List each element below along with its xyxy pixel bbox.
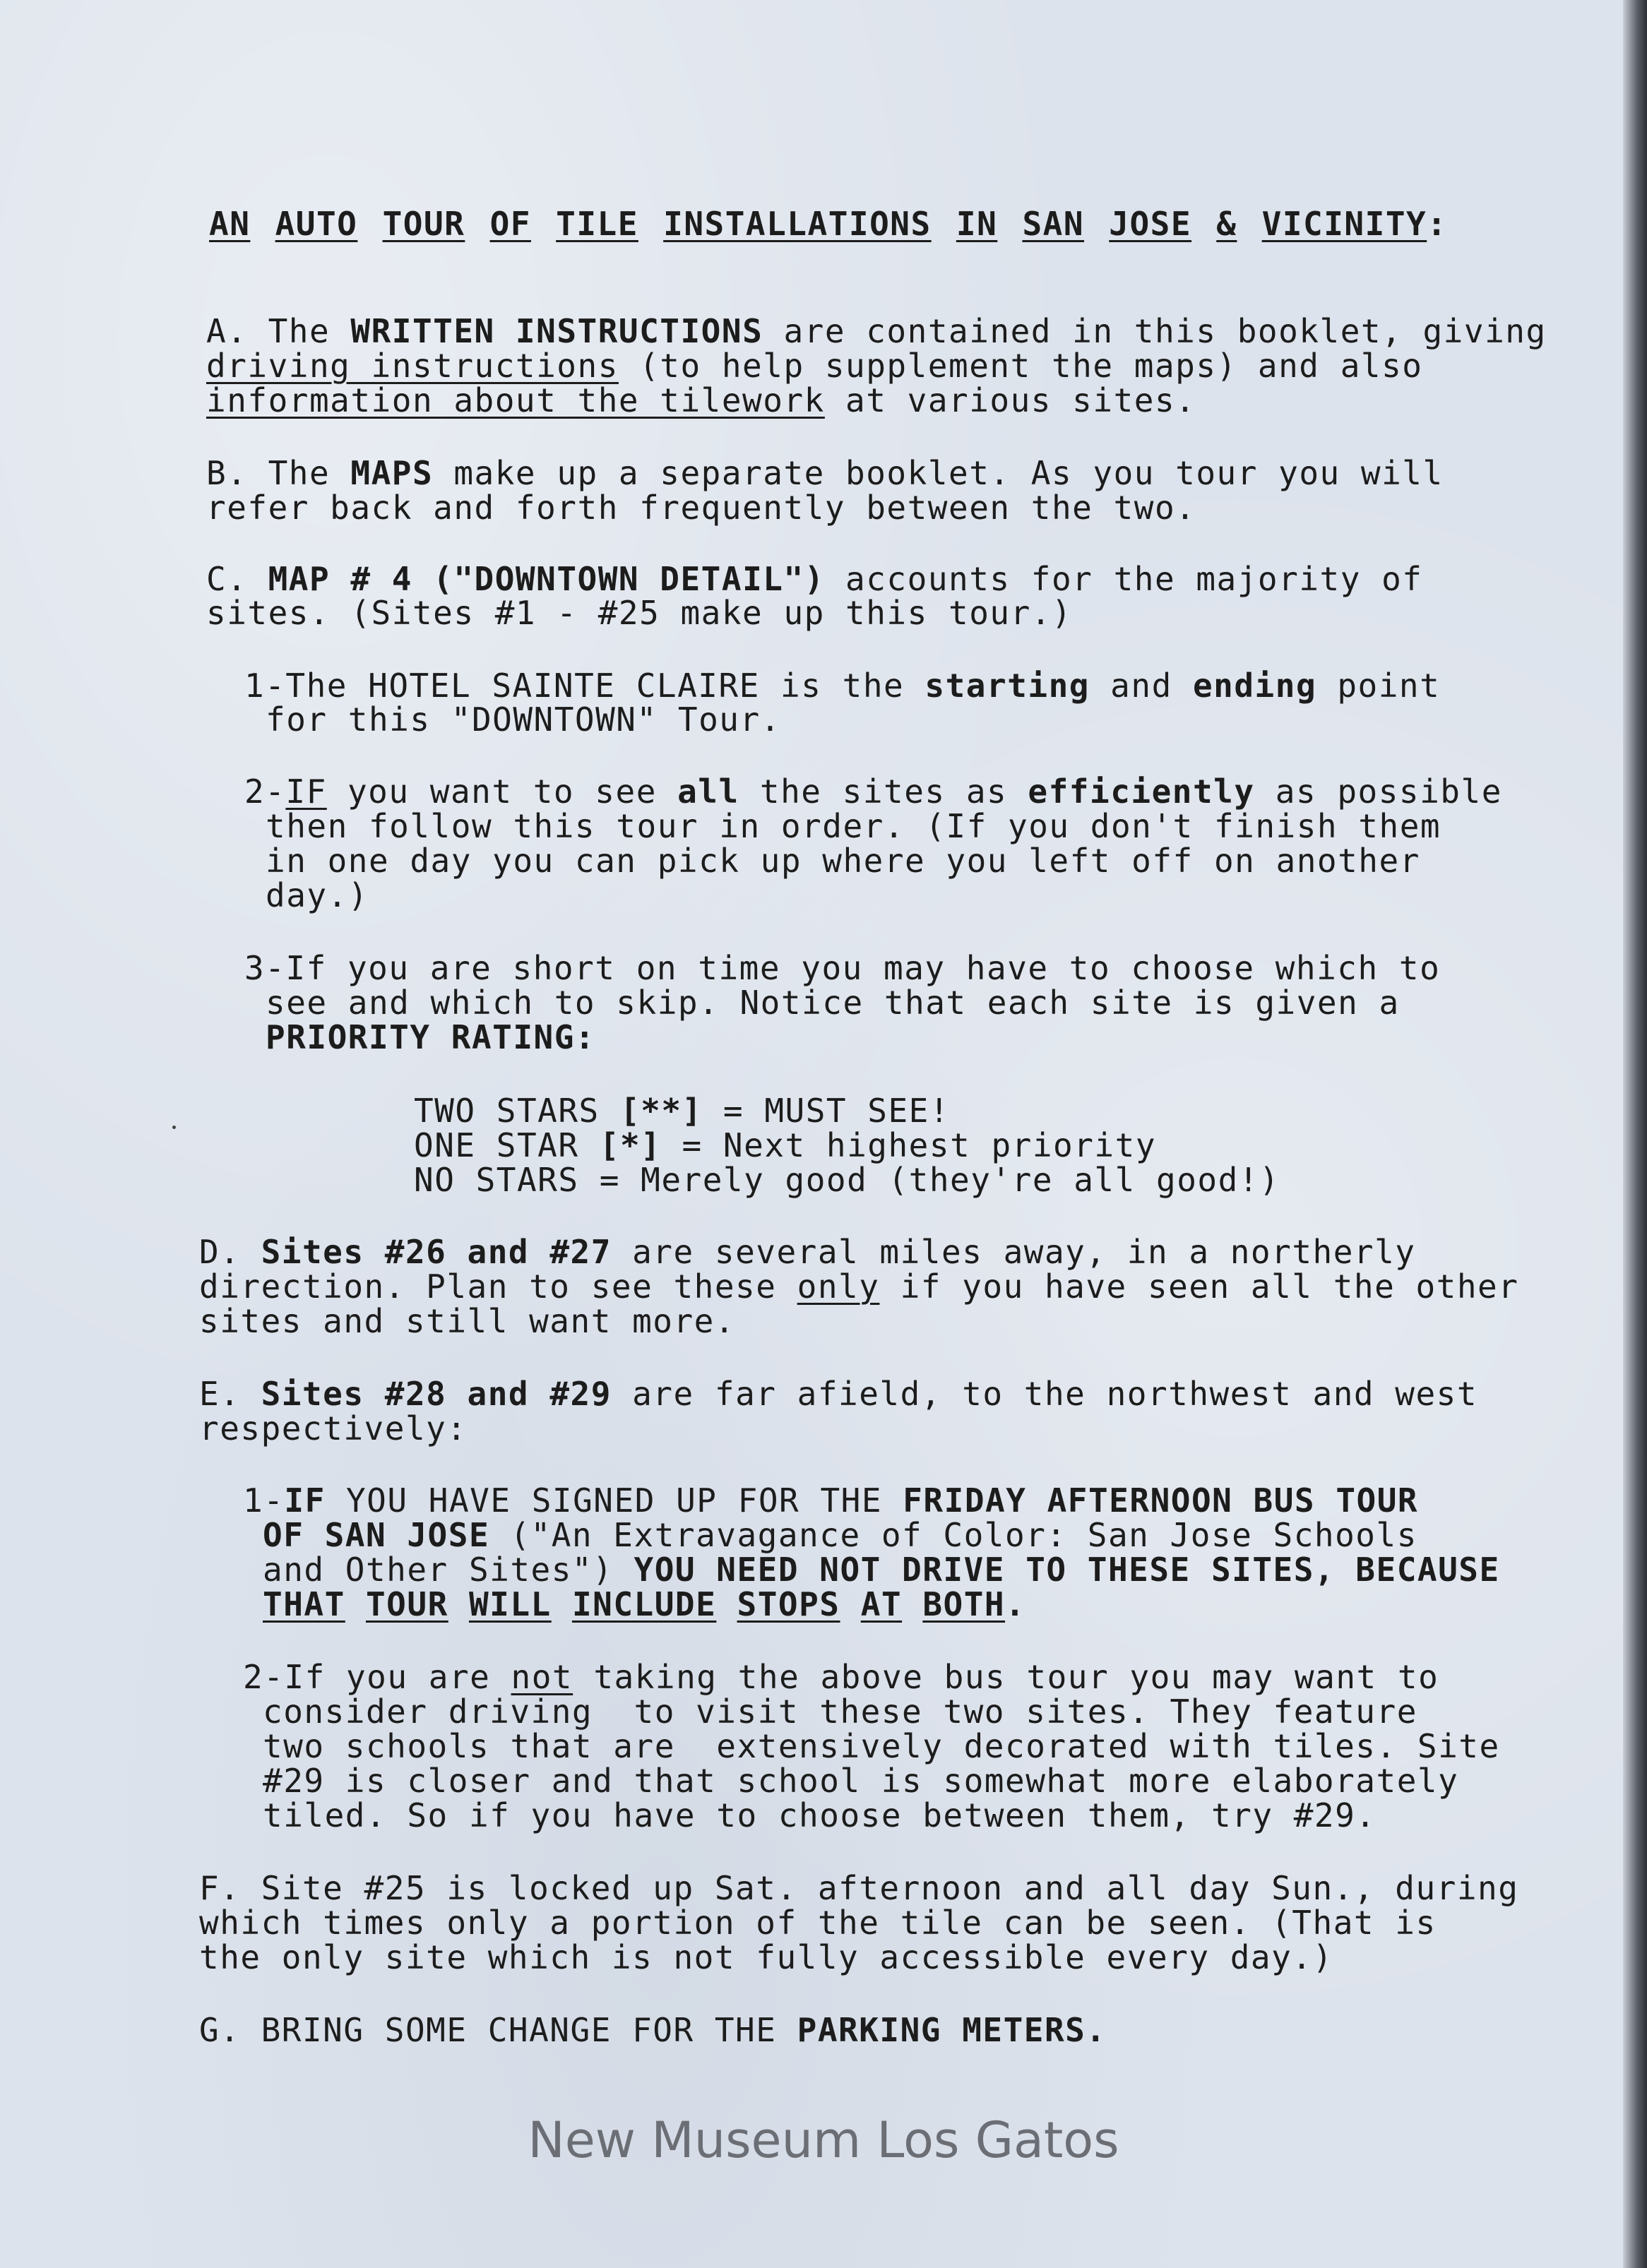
underlined-text: INCLUDE	[571, 1585, 717, 1623]
text: accounts for the majority of	[824, 560, 1423, 598]
text: 2-If you are	[243, 1658, 511, 1696]
section-c-item-2-line-1	[244, 774, 1502, 809]
text: B. The	[206, 454, 351, 492]
bold-text: OF SAN JOSE	[263, 1516, 490, 1554]
text: 2-	[244, 772, 286, 811]
title-word: AUTO	[275, 205, 358, 243]
text: 1-	[243, 1481, 285, 1520]
underlined-text: only	[797, 1267, 880, 1306]
bold-text: PARKING METERS.	[797, 2011, 1107, 2049]
title-word: IN	[956, 205, 998, 243]
underlined-text: THAT	[263, 1585, 345, 1623]
underlined-text: WILL	[468, 1585, 552, 1623]
section-e-item-2-line-1	[243, 1659, 1439, 1695]
text: = MUST SEE!	[702, 1092, 951, 1130]
title-word: TOUR	[382, 205, 465, 243]
bold-text: MAP # 4 ("DOWNTOWN DETAIL")	[268, 560, 825, 598]
section-b-line-1	[206, 455, 1444, 491]
underlined-text: AT	[860, 1585, 903, 1623]
section-c-line-1	[206, 561, 1422, 597]
title-word: &	[1216, 205, 1237, 243]
section-e-item-1-line-4	[263, 1587, 1025, 1622]
section-e-item-2-line-5: tiled. So if you have to choose between them, try #29.	[263, 1796, 1377, 1834]
title-colon: :	[1427, 205, 1448, 243]
text: TWO STARS	[414, 1092, 620, 1130]
underlined-text: not	[511, 1658, 573, 1696]
bold-text: PRIORITY RATING:	[266, 1018, 596, 1056]
title-word: SAN	[1022, 205, 1085, 243]
section-e-item-2-line-2: consider driving to visit these two sites. They feature	[263, 1693, 1417, 1731]
bold-text: Sites #28 and #29	[261, 1375, 612, 1413]
underlined-text: STOPS	[737, 1585, 840, 1623]
underlined-text: driving instructions	[206, 347, 619, 385]
bold-text: FRIDAY AFTERNOON BUS TOUR	[903, 1481, 1419, 1520]
title-word: VICINITY	[1261, 205, 1427, 243]
underlined-text: IF	[285, 772, 327, 811]
section-a-line-1	[206, 314, 1547, 349]
text: 1-The HOTEL SAINTE CLAIRE is the	[244, 667, 925, 705]
underlined-text: BOTH	[922, 1585, 1006, 1623]
bold-text: ending	[1192, 667, 1317, 705]
section-e-line-1	[199, 1376, 1477, 1411]
section-c-item-1-line-1	[244, 668, 1440, 703]
section-e-item-2-line-3: two schools that are extensively decorated with tiles. Site	[263, 1727, 1500, 1765]
section-c-item-3-line-1: 3-If you are short on time you may have to choose which to	[244, 949, 1441, 987]
text: (to help supplement the maps) and also	[618, 347, 1423, 385]
section-a-line-3	[206, 383, 1196, 418]
text: and	[1089, 667, 1193, 705]
title-word: OF	[489, 205, 531, 243]
ink-speck	[172, 1126, 176, 1129]
text: .	[1005, 1585, 1026, 1623]
bold-text: efficiently	[1028, 772, 1255, 811]
section-f-line-1: F. Site #25 is locked up Sat. afternoon and all day Sun., during	[199, 1869, 1519, 1907]
watermark: New Museum Los Gatos	[528, 2111, 1119, 2169]
bold-text: all	[677, 772, 739, 811]
text: are far afield, to the northwest and west	[611, 1375, 1478, 1413]
text: the sites as	[739, 772, 1028, 811]
text: make up a separate booklet. As you tour you will	[433, 454, 1444, 492]
title-word: INSTALLATIONS	[663, 205, 932, 243]
underlined-text: information about the tilework	[206, 381, 825, 419]
section-e-item-1-line-2	[263, 1517, 1417, 1553]
bold-text: Sites #26 and #27	[261, 1233, 612, 1271]
section-e-item-1-line-3	[263, 1552, 1500, 1587]
section-e-line-2: respectively:	[199, 1409, 468, 1448]
title-word: JOSE	[1109, 205, 1192, 243]
section-f-line-3: the only site which is not fully accessible every day.)	[199, 1938, 1333, 1976]
section-e-item-2-line-4: #29 is closer and that school is somewhat more elaborately	[263, 1762, 1459, 1800]
title-word: AN	[209, 205, 251, 243]
text: G. BRING SOME CHANGE FOR THE	[199, 2011, 797, 2049]
priority-no-stars: NO STARS = Merely good (they're all good!)	[414, 1161, 1280, 1199]
section-f-line-2: which times only a portion of the tile can be seen. (That is	[199, 1904, 1437, 1942]
section-d-line-3: sites and still want more.	[199, 1302, 736, 1340]
section-d-line-2	[199, 1269, 1518, 1304]
bold-text: MAPS	[350, 454, 434, 492]
text: direction. Plan to see these	[199, 1267, 797, 1306]
text: = Next highest priority	[661, 1126, 1157, 1164]
section-c-item-3-line-2: see and which to skip. Notice that each site is given a	[266, 984, 1400, 1022]
text: point	[1316, 667, 1441, 705]
text: A. The	[206, 312, 351, 350]
text: you want to see	[326, 772, 678, 811]
text: and Other Sites")	[263, 1551, 634, 1589]
text: ("An Extravagance of Color: San Jose Schools	[489, 1516, 1417, 1554]
text: are contained in this booklet, giving	[763, 312, 1547, 350]
text: as possible	[1254, 772, 1502, 811]
priority-one-star	[414, 1128, 1156, 1163]
page-title	[209, 206, 1447, 241]
bold-text: [**]	[619, 1092, 703, 1130]
section-c-item-2-line-3: in one day you can pick up where you left off on another	[266, 842, 1420, 880]
section-c-item-2-line-4: day.)	[266, 876, 369, 914]
bold-text: IF	[284, 1481, 326, 1520]
underlined-text: TOUR	[365, 1585, 448, 1623]
text: D.	[199, 1233, 261, 1271]
text: C.	[206, 560, 268, 598]
section-c-item-1-line-2: for this "DOWNTOWN" Tour.	[266, 700, 781, 739]
bold-text: [*]	[599, 1126, 662, 1164]
text: are several miles away, in a northerly	[611, 1233, 1416, 1271]
text: taking the above bus tour you may want to	[573, 1658, 1439, 1696]
bold-text: starting	[924, 667, 1090, 705]
section-d-line-1	[199, 1234, 1416, 1270]
bold-text: WRITTEN INSTRUCTIONS	[350, 312, 763, 350]
text: ONE STAR	[414, 1126, 600, 1164]
text: YOU HAVE SIGNED UP FOR THE	[325, 1481, 903, 1520]
text: at various sites.	[824, 381, 1196, 419]
priority-two-stars	[414, 1093, 950, 1128]
title-word: TILE	[556, 205, 638, 243]
section-c-item-3-line-3	[266, 1020, 595, 1055]
text: if you have seen all the other	[879, 1267, 1519, 1306]
page-edge-shadow	[1623, 0, 1647, 2268]
section-e-item-1-line-1	[243, 1483, 1418, 1518]
section-a-line-2	[206, 348, 1422, 383]
section-g-line-1	[199, 2012, 1107, 2048]
section-c-line-2: sites. (Sites #1 - #25 make up this tour.)	[206, 594, 1073, 632]
text: E.	[199, 1375, 261, 1413]
section-c-item-2-line-2: then follow this tour in order. (If you don't finish them	[266, 807, 1441, 845]
section-b-line-2: refer back and forth frequently between the two.	[206, 489, 1196, 527]
bold-text: YOU NEED NOT DRIVE TO THESE SITES, BECAUSE	[634, 1551, 1500, 1589]
